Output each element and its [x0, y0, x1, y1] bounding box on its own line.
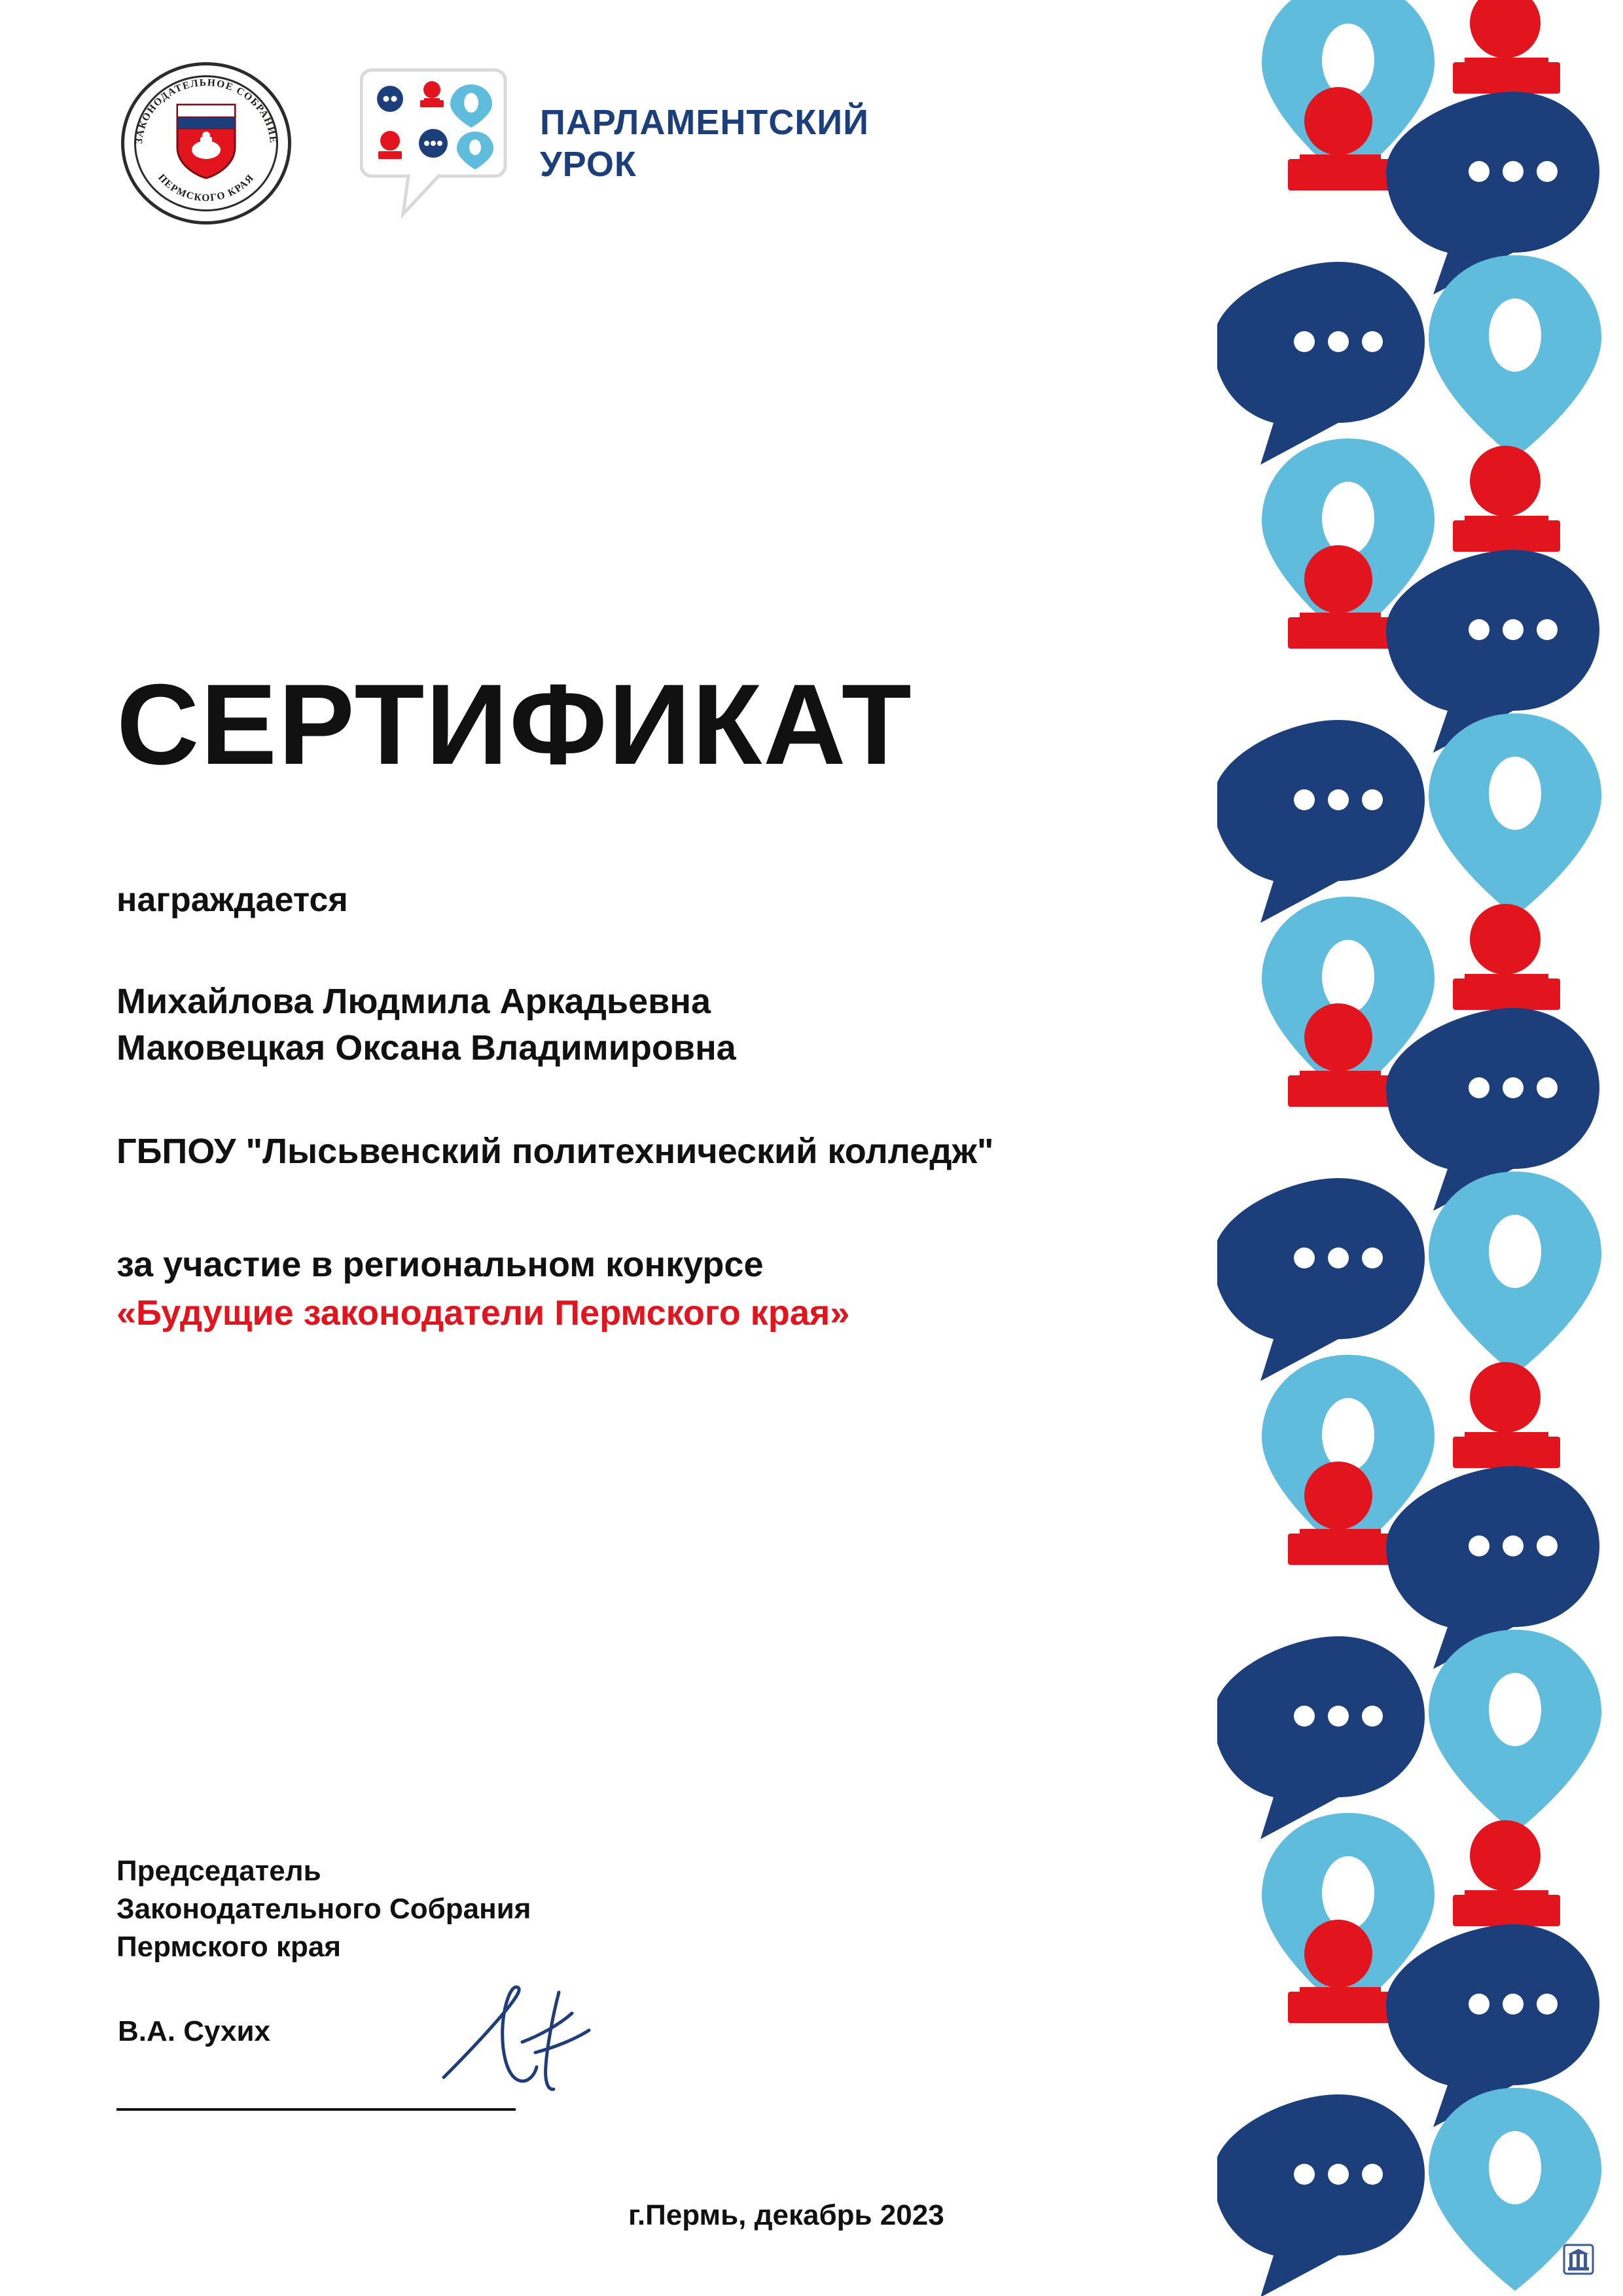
speech-bubble-logo-icon: [360, 67, 517, 221]
recipient-name-1: Михайлова Людмила Аркадьевна: [116, 982, 711, 1021]
decorative-pattern-svg: [1217, 0, 1623, 2296]
recipient-names: [116, 978, 1190, 1072]
program-logo-line1: ПАРЛАМЕНТСКИЙ: [540, 103, 869, 143]
svg-text:ЗАКОНОДАТЕЛЬНОЕ СОБРАНИЕ: ЗАКОНОДАТЕЛЬНОЕ СОБРАНИЕ: [133, 77, 279, 145]
recipient-name-2: Маковецкая Оксана Владимировна: [116, 1028, 736, 1068]
contest-name: «Будущие законодатели Пермского края»: [116, 1293, 850, 1333]
program-logo: [360, 67, 869, 221]
signer-role: [116, 1852, 902, 1966]
certificate-body: [116, 661, 1190, 1338]
handwritten-signature-icon: [424, 1979, 640, 2110]
award-reason: [116, 1240, 1190, 1338]
awarded-label: награждается: [116, 881, 348, 919]
footer-emblem-icon: [1560, 2241, 1597, 2278]
place-and-date: г.Пермь, декабрь 2023: [628, 2199, 944, 2231]
certificate-header: [98, 62, 869, 226]
coat-of-arms-icon: [98, 62, 314, 226]
signer-role-line2: Законодательного Собрания: [116, 1893, 531, 1926]
program-logo-line2: УРОК: [540, 145, 637, 184]
signature-line: [116, 2108, 516, 2111]
decorative-pattern: [1217, 0, 1623, 2296]
svg-text:ПЕРМСКОГО КРАЯ: ПЕРМСКОГО КРАЯ: [156, 171, 257, 204]
signature-block: [116, 1852, 902, 2126]
signer-row: [116, 2002, 902, 2126]
emblem-shield-icon: [175, 103, 237, 180]
program-logo-title: [540, 102, 869, 185]
signer-role-line3: Пермского края: [116, 1931, 342, 1964]
signer-name: В.А. Сухих: [118, 2015, 270, 2048]
page-title: СЕРТИФИКАТ: [116, 661, 913, 789]
organization-name: ГБПОУ "Лысьвенский политехнический колледж": [116, 1131, 994, 1171]
award-reason-line: за участие в региональном конкурсе: [116, 1244, 764, 1284]
signer-role-line1: Председатель: [116, 1855, 321, 1887]
